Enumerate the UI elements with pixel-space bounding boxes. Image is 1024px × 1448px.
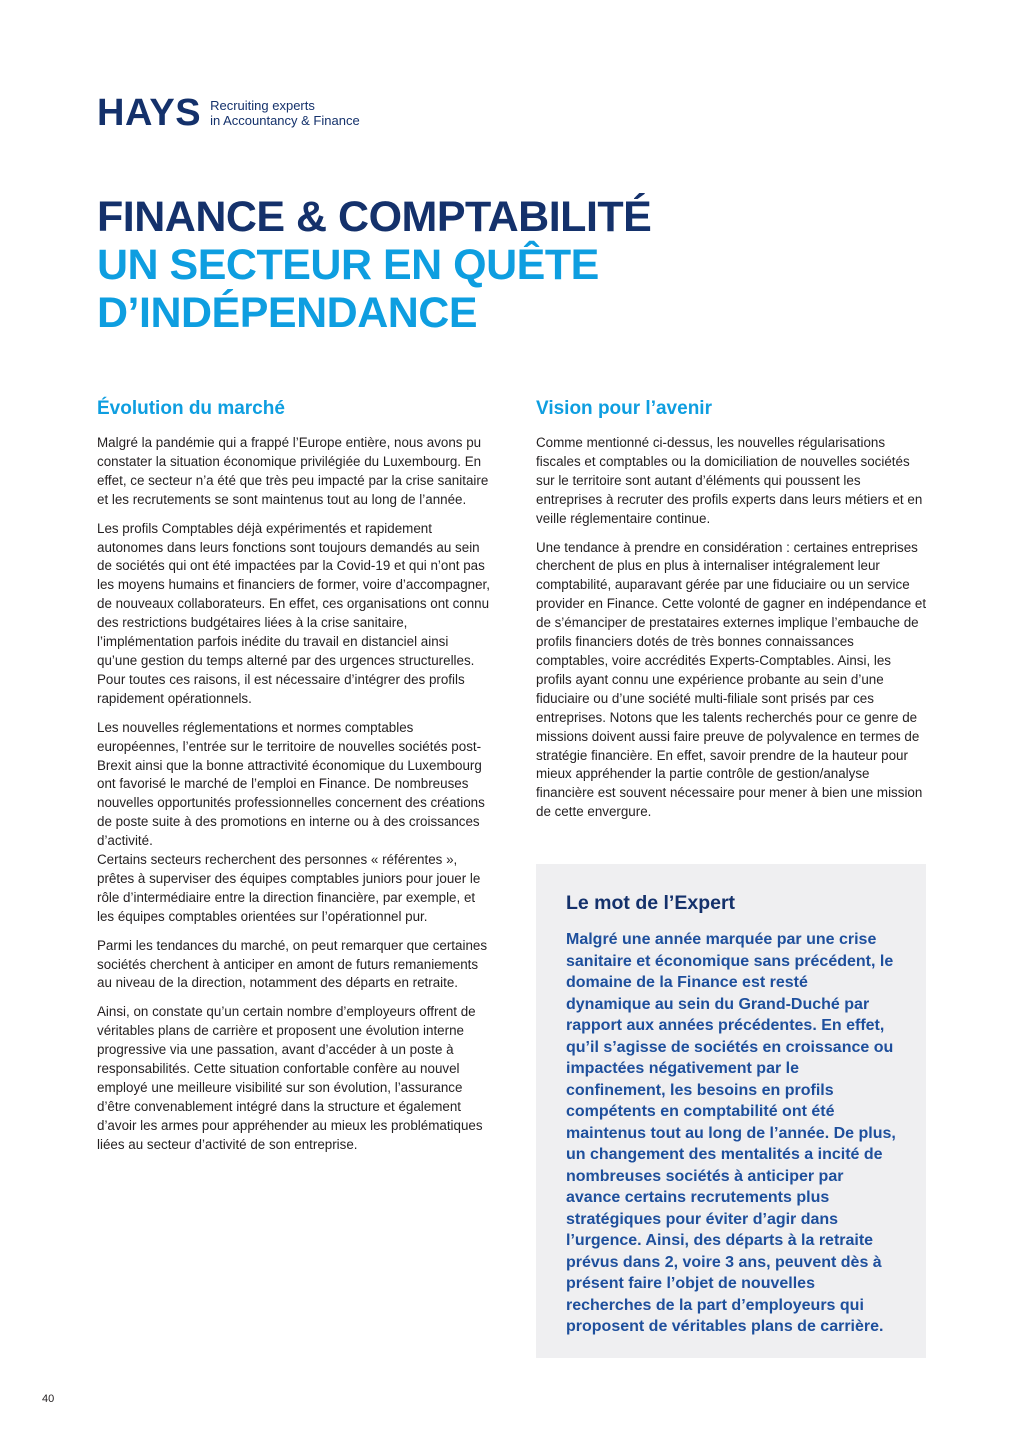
expert-quote-box (536, 864, 926, 1358)
future-vision-heading: Vision pour l’avenir (536, 398, 712, 419)
expert-text: Malgré une année marquée par une crise sanitaire et économique sans précédent, le domaine de la Finance est resté dynamique au sein du Grand-Duché par rapport aux années précédentes. En effet, qu’il s’agisse de sociétés en croissance ou impactées négativement par le confinement, les besoins en profils compétents en comptabilité ont été maintenus tout au long de l’année. De plus, un changement des mentalités a incité de nombreuses sociétés à anticiper par avance certains recrutements plus stratégiques pour éviter d’agir dans l’urgence. Ainsi, des départs à la retraite prévus dans 2, voire 3 ans, peuvent dès à présent faire l’objet de nouvelles recherches de la part d’employeurs qui proposent de véritables plans de carrière. (566, 931, 896, 1335)
logo-tagline-line2: in Accountancy & Finance (210, 113, 360, 128)
vision-paragraph-2: Une tendance à prendre en considération : certaines entreprises cherchent de plus en plus à internaliser intégralement leur comptabilité, auparavant gérée par une fiduciaire ou un service provider en Finance. Cette volonté de gagner en indépendance et de s’émanciper de prestataires externes implique l’embauche de profils financiers dotés de très bonnes connaissances comptables, voire accrédités Experts-Comptables. Ainsi, les profils ayant connu une expérience probante au sein d’une fiduciaire ou d’une société multi-filiale sont prisés par ces entreprises. Notons que les talents recherchés pour ce genre de missions doivent aussi faire preuve de polyvalence en termes de stratégie financière. En effet, savoir prendre de la hauteur pour mieux appréhender la partie contrôle de gestion/analyse financière est souvent nécessaire pour mener à bien une mission de cette envergure. (536, 539, 927, 820)
future-vision-section (536, 398, 928, 832)
title-line3: D’INDÉPENDANCE (97, 289, 478, 337)
market-paragraph-6: Ainsi, on constate qu’un certain nombre d’employeurs offrent de véritables plans de carrière et proposent une évolution interne progressive via une passation, avant d’accéder à un poste à responsabilités. Cette situation confortable confère au nouvel employé une meilleure visibilité sur son évolution, l’assurance d’être convenablement intégré dans la structure et également d’avoir les armes pour appréhender au mieux les problématiques liées au secteur d’activité de son entreprise. (97, 1004, 483, 1152)
market-evolution-heading: Évolution du marché (97, 398, 285, 419)
page-title (97, 193, 651, 337)
vision-paragraph-1: Comme mentionné ci-dessus, les nouvelles régularisations fiscales et comptables ou la domiciliation de nouvelles sociétés sur le territoire sont autant d’éléments qui poussent les entreprises à recruter des profils experts dans leurs métiers et en veille réglementaire continue. (536, 435, 923, 526)
hays-logo (97, 92, 360, 134)
expert-heading: Le mot de l’Expert (566, 892, 736, 914)
logo-wordmark: HAYS (97, 92, 202, 134)
title-line1: FINANCE & COMPTABILITÉ (97, 193, 652, 241)
market-paragraph-4: Certains secteurs recherchent des personnes « référentes », prêtes à superviser des équipes comptables juniors pour jouer le rôle d’intermédiaire entre la direction financière, par exemple, et les équipes comptables orientées sur l’opérationnel pur. (97, 852, 481, 924)
logo-tagline (210, 98, 360, 128)
market-paragraph-5: Parmi les tendances du marché, on peut remarquer que certaines sociétés cherchent à anticiper en amont de futurs remaniements au niveau de la direction, notamment des départs en retraite. (97, 937, 488, 991)
title-line2: UN SECTEUR EN QUÊTE (97, 241, 599, 289)
market-evolution-section (97, 398, 492, 1165)
market-paragraph-2: Les profils Comptables déjà expérimentés et rapidement autonomes dans leurs fonctions sont toujours demandés au sein de sociétés qui ont été impactées par la Covid-19 et qui n’ont pas les moyens humains et financiers de former, voire d’accompagner, de nouveaux collaborateurs. En effet, ces organisations ont connu des restrictions budgétaires liées à la crise sanitaire, l’implémentation parfois inédite du travail en distanciel ainsi qu’une gestion du temps alterné par des urgences structurelles. Pour toutes ces raisons, il est nécessaire d’intégrer des profils rapidement opérationnels. (97, 520, 490, 706)
logo-tagline-line1: Recruiting experts (210, 98, 315, 113)
page-number: 40 (42, 1393, 55, 1405)
market-paragraph-3: Les nouvelles réglementations et normes comptables européennes, l’entrée sur le territoire de nouvelles sociétés post-Brexit ainsi que la bonne attractivité économique du Luxembourg ont favorisé le marché de l’emploi en Finance. De nombreuses nouvelles opportunités professionnelles concernent des créations de poste suite à des promotions en interne ou à des croissances d’activité. (97, 719, 485, 849)
market-paragraph-1: Malgré la pandémie qui a frappé l’Europe entière, nous avons pu constater la situation économique privilégiée du Luxembourg. En effet, ce secteur n’a été que très peu impacté par la crise sanitaire et les recrutements se sont maintenus tout au long de l’année. (97, 435, 489, 507)
